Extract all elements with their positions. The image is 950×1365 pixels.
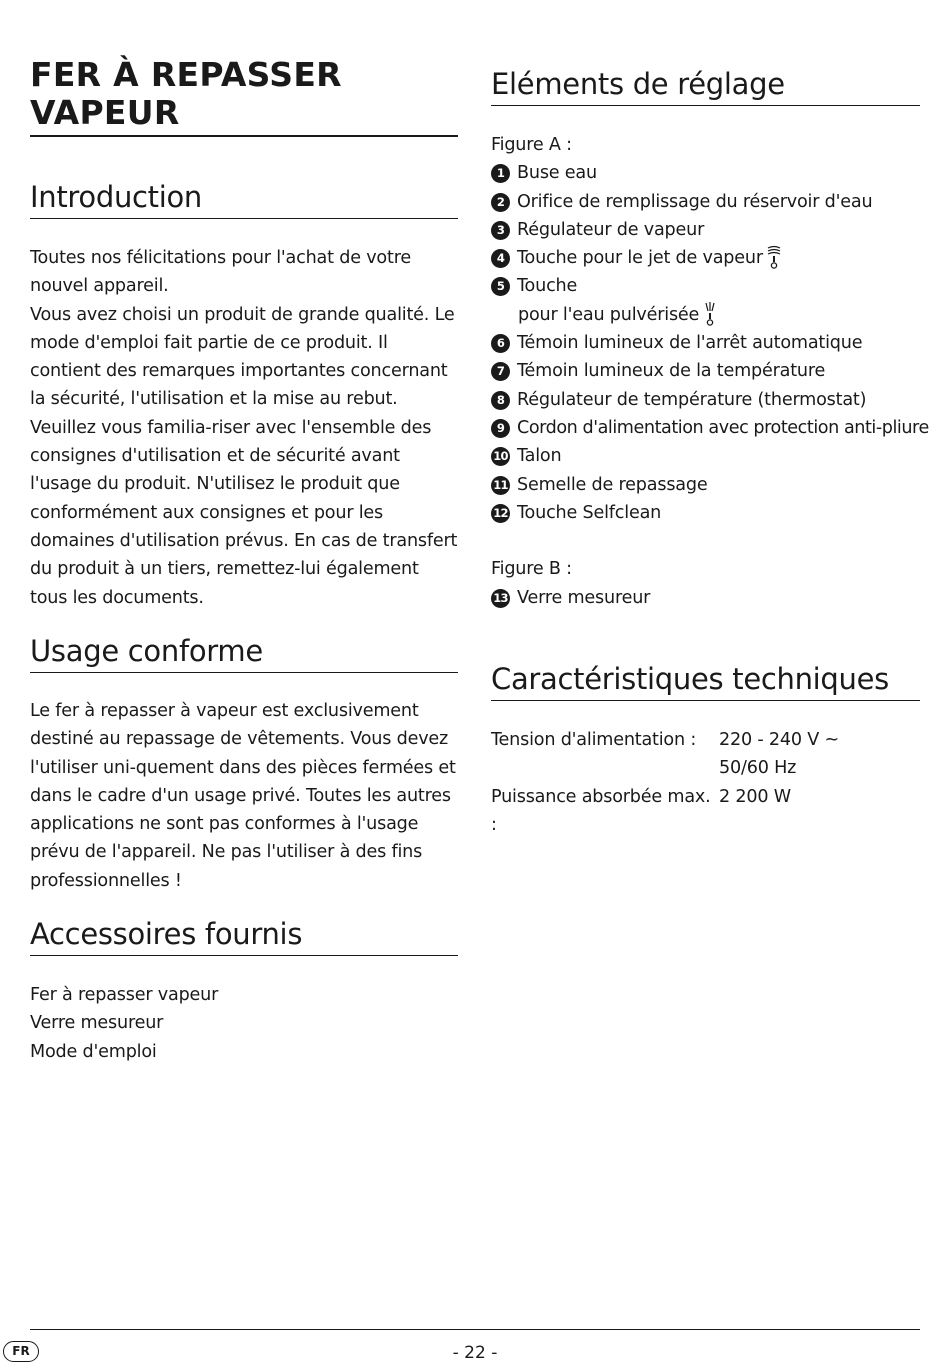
- item-number: 1: [491, 164, 510, 183]
- list-item: [491, 159, 920, 187]
- list-item: [491, 188, 920, 216]
- list-item: [491, 442, 920, 470]
- list-item: [491, 414, 929, 442]
- list-item: [491, 499, 920, 527]
- list-item: [491, 244, 920, 272]
- spec-value-line: 220 - 240 V ~: [719, 730, 840, 750]
- spec-label: Tension d'alimentation :: [491, 730, 697, 750]
- list-item-continuation: [491, 301, 920, 329]
- item-label: Régulateur de température (thermostat): [517, 389, 867, 410]
- list-spacer: [491, 527, 920, 555]
- usage-heading: Usage conforme: [30, 634, 458, 673]
- item-number: 3: [491, 221, 510, 240]
- item-label: pour l'eau pulvérisée: [518, 304, 700, 325]
- list-item: Verre mesureur: [30, 1013, 164, 1034]
- item-label: Buse eau: [517, 163, 597, 184]
- list-item: [491, 471, 920, 499]
- item-label: Cordon d'alimentation avec protection anti-pliure: [517, 417, 929, 438]
- list-item: Fer à repasser vapeur: [30, 985, 219, 1005]
- footer-divider: [30, 1329, 920, 1330]
- item-number: 13: [491, 589, 510, 608]
- item-label: Semelle de repassage: [517, 474, 708, 495]
- list-item: [491, 386, 920, 414]
- controls-heading: Eléments de réglage: [491, 67, 920, 106]
- introduction-heading: Introduction: [30, 180, 458, 219]
- spray-icon: [703, 302, 717, 326]
- introduction-paragraph: Toutes nos félicitations pour l'achat de votre nouvel appareil.: [30, 248, 411, 297]
- item-number: 7: [491, 362, 510, 381]
- figure-a-label: Figure A :: [491, 135, 572, 155]
- introduction-paragraph: Vous avez choisi un produit de grande qualité. Le mode d'emploi fait partie de ce produit. Il contient des remarques importantes concernant la sécurité, l'utilisation et la mise au rebut. Veuillez vous familia-riser avec l'ensemble des consignes d'utilisation et de sécurité avant l'usage du produit. N'utilisez le produit que conformément aux consignes et pour les domaines d'utilisation prévus. En cas de transfert du produit à un tiers, remettez-lui également tous les documents.: [30, 304, 458, 608]
- page-title: FER À REPASSER VAPEUR: [30, 56, 458, 137]
- accessories-list: [30, 981, 458, 1066]
- item-number: 8: [491, 391, 510, 410]
- item-number: 4: [491, 249, 510, 268]
- list-item: [491, 357, 920, 385]
- item-label: Témoin lumineux de la température: [517, 361, 826, 382]
- steam-jet-icon: [767, 245, 781, 269]
- list-item: [491, 329, 920, 357]
- item-number: 2: [491, 193, 510, 212]
- item-number: 11: [491, 476, 510, 495]
- right-column: [491, 0, 929, 1100]
- item-label: Touche Selfclean: [517, 502, 662, 523]
- item-number: 9: [491, 419, 510, 438]
- page-number: - 22 -: [452, 1343, 498, 1363]
- figure-b-label: Figure B :: [491, 559, 572, 580]
- item-number: 10: [491, 447, 510, 466]
- list-item: Mode d'emploi: [30, 1041, 157, 1062]
- item-number: 6: [491, 334, 510, 353]
- list-item: [491, 584, 920, 612]
- item-label: Verre mesureur: [517, 587, 651, 608]
- usage-paragraph: Le fer à repasser à vapeur est exclusivement destiné au repassage de vêtements. Vous devez l'utiliser uni-quement dans des pièces fermées et dans le cadre d'un usage privé. Toutes les autres applications ne sont pas conformes à l'usage prévu de l'appareil. Ne pas l'utiliser à des fins professionnelles !: [30, 701, 456, 891]
- item-label: Touche: [517, 276, 578, 297]
- spec-row: [491, 783, 920, 840]
- specs-table: [491, 726, 920, 839]
- list-item: [491, 216, 920, 244]
- spec-value: [719, 726, 920, 783]
- list-item: [491, 272, 920, 300]
- item-label: Touche pour le jet de vapeur: [517, 248, 763, 269]
- spec-row: [491, 726, 920, 783]
- item-label: Témoin lumineux de l'arrêt automatique: [517, 333, 863, 354]
- item-label: Orifice de remplissage du réservoir d'eau: [517, 191, 873, 212]
- usage-text: [30, 697, 458, 895]
- spec-value: 2 200 W: [719, 786, 791, 807]
- introduction-text: [30, 244, 458, 612]
- item-number: 12: [491, 504, 510, 523]
- item-label: Talon: [517, 446, 562, 467]
- language-badge: FR: [3, 1341, 39, 1362]
- specs-heading: Caractéristiques techniques: [491, 662, 920, 701]
- spec-value-line: 50/60 Hz: [719, 758, 797, 779]
- item-label: Régulateur de vapeur: [517, 219, 705, 240]
- controls-list: [491, 131, 929, 612]
- left-column: [30, 0, 458, 1100]
- spec-label: Puissance absorbée max. :: [491, 786, 711, 835]
- accessories-heading: Accessoires fournis: [30, 917, 458, 956]
- item-number: 5: [491, 277, 510, 296]
